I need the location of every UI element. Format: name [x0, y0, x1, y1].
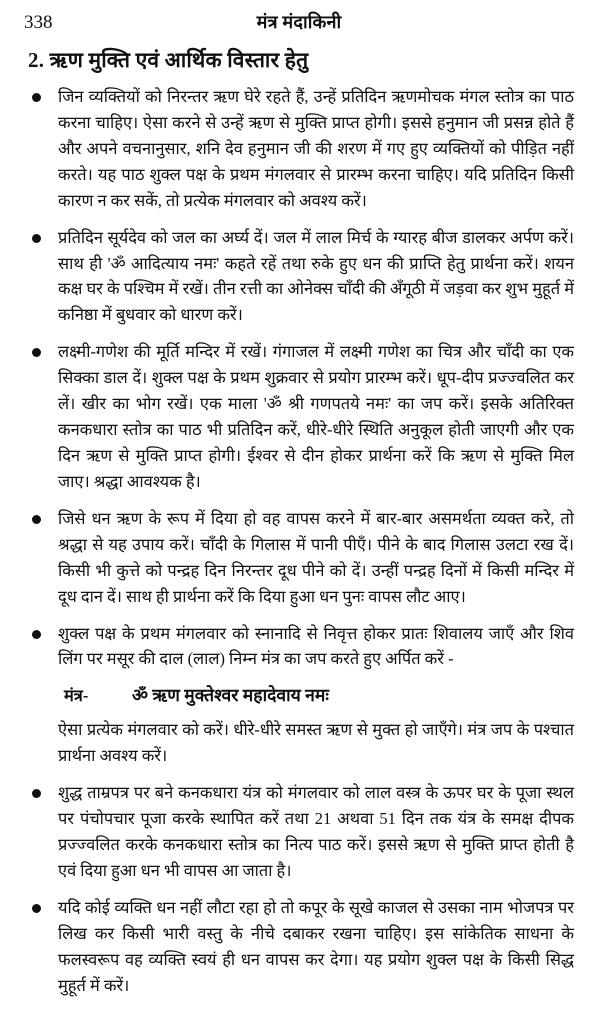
page-header: [24, 10, 574, 36]
page-number: 338: [24, 12, 53, 33]
list-item: प्रतिदिन सूर्यदेव को जल का अर्घ्य दें। जल में लाल मिर्च के ग्यारह बीज डालकर अर्पण करें। साथ ही 'ॐ आदित्याय नमः' कहते रहें तथा रुके हुए धन की प्राप्ति हेतु प्रार्थना करें। शयन कक्ष घर के पश्चिम में रखें। तीन रत्ती का ओनेक्स चाँदी की अँगूठी में जड़वा कर शुभ मुहूर्त में कनिष्ठा में बुधवार को धारण करें।: [24, 225, 574, 329]
list-item: लक्ष्मी-गणेश की मूर्ति मन्दिर में रखें। गंगाजल में लक्ष्मी गणेश का चित्र और चाँदी का एक सिक्का डाल दें। शुक्ल पक्ष के प्रथम शुक्रवार से प्रयोग प्रारम्भ करें। धूप-दीप प्रज्ज्वलित कर लें। खीर का भोग रखें। एक माला 'ॐ श्री गणपतये नमः' का जप करें। इसके अतिरिक्त कनकधारा स्तोत्र का पाठ भी प्रतिदिन करें, धीरे-धीरे स्थिति अनुकूल होती जाएगी और एक दिन ऋण से मुक्ति प्राप्त होगी। ईश्वर से दीन होकर प्रार्थना करें कि ऋण से मुक्ति मिल जाए। श्रद्धा आवश्यक है।: [24, 339, 574, 495]
bullet-list-bottom: [24, 780, 574, 998]
list-item: शुक्ल पक्ष के प्रथम मंगलवार को स्नानादि से निवृत्त होकर प्रातः शिवालय जाएँ और शिव लिंग पर मसूर की दाल (लाल) निम्न मंत्र का जप करते हुए अर्पित करें -: [24, 621, 574, 673]
mantra-text: ॐ ऋण मुक्तेश्वर महादेवाय नमः: [132, 685, 329, 706]
list-item: जिन व्यक्तियों को निरन्तर ऋण घेरे रहते हैं, उन्हें प्रतिदिन ऋणमोचक मंगल स्तोत्र का पाठ करना चाहिए। ऐसा करने से उन्हें ऋण से मुक्ति प्राप्त होगी। इससे हनुमान जी प्रसन्न होते हैं और अपने वचनानुसार, शनि देव हनुमान जी की शरण में गए हुए व्यक्तियों को पीड़ित नहीं करते। यह पाठ शुक्ल पक्ष के प्रथम मंगलवार से प्रारम्भ करना चाहिए। यदि प्रतिदिन किसी कारण न कर सकें, तो प्रत्येक मंगलवार को अवश्य करें।: [24, 84, 574, 214]
book-title: मंत्र मंदाकिनी: [256, 12, 342, 32]
after-mantra-paragraph: ऐसा प्रत्येक मंगलवार को करें। धीरे-धीरे समस्त ऋण से मुक्त हो जाएँगे। मंत्र जप के पश्चात प्रार्थना अवश्य करें।: [58, 720, 574, 766]
list-item: यदि कोई व्यक्ति धन नहीं लौटा रहा हो तो कपूर के सूखे काजल से उसका नाम भोजपत्र पर लिख कर किसी भारी वस्तु के नीचे दबाकर रखना चाहिए। इस सांकेतिक साधना के फलस्वरूप वह व्यक्ति स्वयं ही धन वापस कर देगा। यह प्रयोग शुक्ल पक्ष के किसी सिद्ध मुहूर्त में करें।: [24, 895, 574, 999]
section-heading: 2. ऋण मुक्ति एवं आर्थिक विस्तार हेतु: [28, 48, 309, 72]
list-item: शुद्ध ताम्रपत्र पर बने कनकधारा यंत्र को मंगलवार को लाल वस्त्र के ऊपर घर के पूजा स्थल पर पंचोपचार पूजा करके स्थापित करें तथा 21 अथवा 51 दिन तक यंत्र के समक्ष दीपक प्रज्ज्वलित करके कनकधारा स्तोत्र का नित्य पाठ करें। इससे ऋण से मुक्ति प्राप्त होती है एवं दिया हुआ धन भी वापस आ जाता है।: [24, 780, 574, 884]
list-item: जिसे धन ऋण के रूप में दिया हो वह वापस करने में बार-बार असमर्थता व्यक्त करे, तो श्रद्धा से यह उपाय करें। चाँदी के गिलास में पानी पीएँ। पीने के बाद गिलास उलटा रख दें। किसी भी कुत्ते को पन्द्रह दिन निरन्तर दूध पीने को दें। उन्हीं पन्द्रह दिनों में किसी मन्दिर में दूध दान दें। साथ ही प्रार्थना करें कि दिया हुआ धन पुनः वापस लौट आए।: [24, 506, 574, 610]
mantra-block: [64, 683, 574, 707]
mantra-label: मंत्र-: [64, 686, 89, 706]
bullet-list-top: [24, 84, 574, 672]
